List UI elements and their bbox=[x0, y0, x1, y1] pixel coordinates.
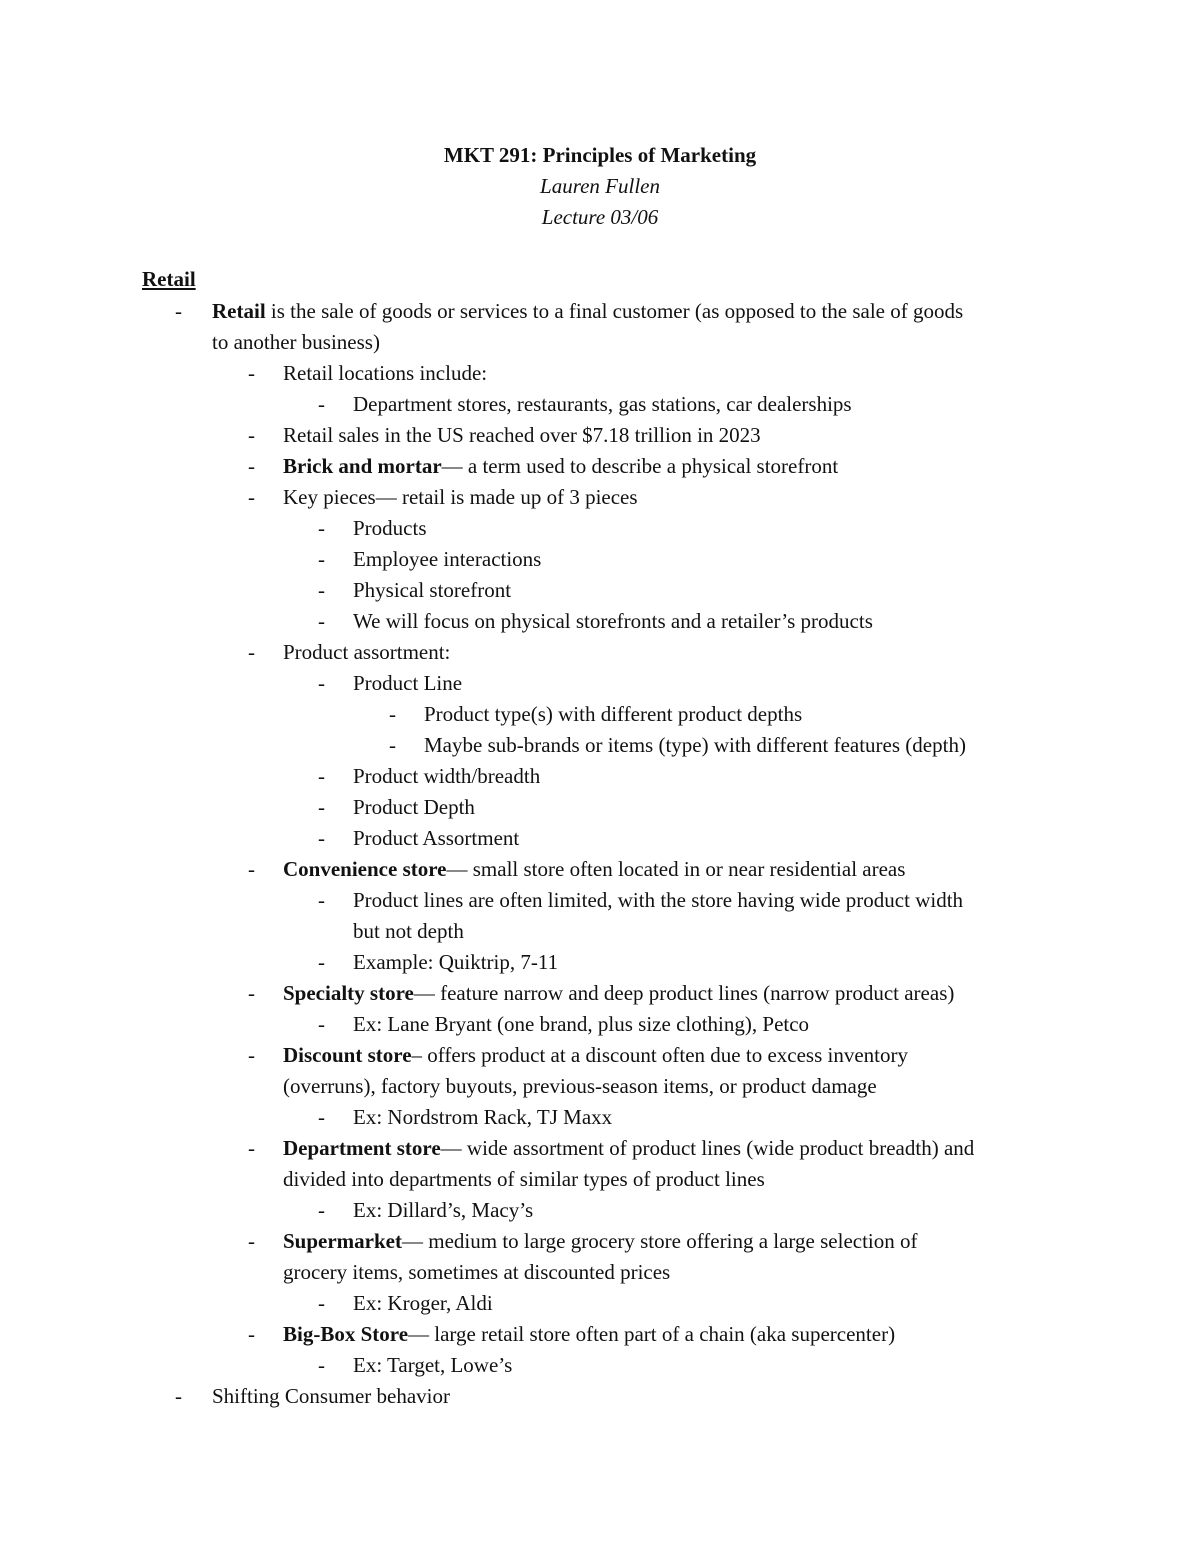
list-item-text bbox=[212, 296, 963, 327]
definition: — feature narrow and deep product lines (narrow product areas) bbox=[413, 981, 955, 1005]
definition: – offers product at a discount often due to excess inventory bbox=[411, 1043, 909, 1067]
list-item-text: but not depth bbox=[353, 919, 464, 943]
bullet-dash: - bbox=[248, 857, 255, 881]
list-item-text bbox=[283, 978, 954, 1009]
bullet-dash: - bbox=[248, 361, 255, 385]
bullet-dash: - bbox=[318, 547, 325, 571]
list-item-text bbox=[283, 1319, 895, 1350]
term: Discount store bbox=[283, 1043, 412, 1067]
bullet-dash: - bbox=[389, 733, 396, 757]
list-item-text: Product type(s) with different product depths bbox=[424, 702, 803, 726]
bullet-dash: - bbox=[248, 1136, 255, 1160]
list-item-text: Product assortment: bbox=[283, 640, 451, 664]
term: Specialty store bbox=[283, 981, 414, 1005]
bullet-dash: - bbox=[318, 795, 325, 819]
list-item-text: Product lines are often limited, with the store having wide product width bbox=[353, 888, 964, 912]
bullet-dash: - bbox=[175, 299, 182, 323]
definition: — a term used to describe a physical storefront bbox=[441, 454, 839, 478]
list-item-text: Product width/breadth bbox=[353, 764, 541, 788]
list-item-text: Ex: Lane Bryant (one brand, plus size clothing), Petco bbox=[353, 1012, 810, 1036]
list-item-text: Ex: Kroger, Aldi bbox=[353, 1291, 493, 1315]
bullet-dash: - bbox=[318, 1353, 325, 1377]
bullet-dash: - bbox=[318, 609, 325, 633]
bullet-dash: - bbox=[318, 826, 325, 850]
list-item-text: grocery items, sometimes at discounted prices bbox=[283, 1260, 671, 1284]
lecture-date: Lecture 03/06 bbox=[541, 205, 659, 229]
definition: is the sale of goods or services to a final customer (as opposed to the sale of goods bbox=[265, 299, 964, 323]
bullet-dash: - bbox=[248, 1322, 255, 1346]
bullet-dash: - bbox=[318, 671, 325, 695]
bullet-dash: - bbox=[318, 950, 325, 974]
bullet-dash: - bbox=[318, 1198, 325, 1222]
definition: — wide assortment of product lines (wide product breadth) and bbox=[440, 1136, 975, 1160]
list-item-text bbox=[283, 1133, 974, 1164]
bullet-dash: - bbox=[318, 1291, 325, 1315]
term: Brick and mortar bbox=[283, 454, 442, 478]
term: Retail bbox=[212, 299, 266, 323]
definition: — medium to large grocery store offering a large selection of bbox=[402, 1229, 918, 1253]
bullet-dash: - bbox=[248, 1229, 255, 1253]
definition: — small store often located in or near residential areas bbox=[446, 857, 906, 881]
bullet-dash: - bbox=[318, 1105, 325, 1129]
bullet-dash: - bbox=[318, 392, 325, 416]
bullet-dash: - bbox=[248, 423, 255, 447]
bullet-dash: - bbox=[318, 578, 325, 602]
definition: — large retail store often part of a chain (aka supercenter) bbox=[408, 1322, 896, 1346]
bullet-dash: - bbox=[318, 516, 325, 540]
bullet-dash: - bbox=[175, 1384, 182, 1408]
bullet-dash: - bbox=[248, 454, 255, 478]
list-item-text: Physical storefront bbox=[353, 578, 512, 602]
bullet-dash: - bbox=[248, 981, 255, 1005]
list-item-text: to another business) bbox=[212, 330, 380, 354]
list-item-text bbox=[283, 854, 905, 885]
list-item-text: Ex: Nordstrom Rack, TJ Maxx bbox=[353, 1105, 613, 1129]
list-item-text: divided into departments of similar types of product lines bbox=[283, 1167, 765, 1191]
list-item-text: Retail sales in the US reached over $7.18 trillion in 2023 bbox=[283, 423, 761, 447]
document-title: MKT 291: Principles of Marketing bbox=[443, 143, 757, 167]
term: Big-Box Store bbox=[283, 1322, 409, 1346]
bullet-dash: - bbox=[318, 1012, 325, 1036]
bullet-dash: - bbox=[248, 1043, 255, 1067]
list-item-text: Maybe sub-brands or items (type) with different features (depth) bbox=[424, 733, 966, 757]
list-item-text: Department stores, restaurants, gas stations, car dealerships bbox=[353, 392, 852, 416]
list-item-text bbox=[283, 451, 838, 482]
list-item-text: Example: Quiktrip, 7-11 bbox=[353, 950, 559, 974]
term: Convenience store bbox=[283, 857, 447, 881]
list-item-text: Products bbox=[353, 516, 427, 540]
list-item-text: Ex: Target, Lowe’s bbox=[353, 1353, 513, 1377]
list-item-text: Key pieces— retail is made up of 3 pieces bbox=[283, 485, 638, 509]
list-item-text: Ex: Dillard’s, Macy’s bbox=[353, 1198, 534, 1222]
list-item-text: We will focus on physical storefronts and a retailer’s products bbox=[353, 609, 873, 633]
list-item-text bbox=[283, 1226, 918, 1257]
list-item-text: (overruns), factory buyouts, previous-season items, or product damage bbox=[283, 1074, 877, 1098]
list-item-text bbox=[283, 1040, 908, 1071]
list-item-text: Product Assortment bbox=[353, 826, 520, 850]
bullet-dash: - bbox=[318, 888, 325, 912]
bullet-dash: - bbox=[248, 485, 255, 509]
list-item-text: Product Depth bbox=[353, 795, 475, 819]
bullet-dash: - bbox=[248, 640, 255, 664]
author-name: Lauren Fullen bbox=[540, 174, 660, 198]
list-item-text: Shifting Consumer behavior bbox=[212, 1384, 450, 1408]
bullet-dash: - bbox=[318, 764, 325, 788]
term: Department store bbox=[283, 1136, 441, 1160]
bullet-dash: - bbox=[389, 702, 396, 726]
term: Supermarket bbox=[283, 1229, 402, 1253]
list-item-text: Retail locations include: bbox=[283, 361, 488, 385]
list-item-text: Employee interactions bbox=[353, 547, 542, 571]
section-heading-retail: Retail bbox=[142, 267, 196, 291]
list-item-text: Product Line bbox=[353, 671, 463, 695]
